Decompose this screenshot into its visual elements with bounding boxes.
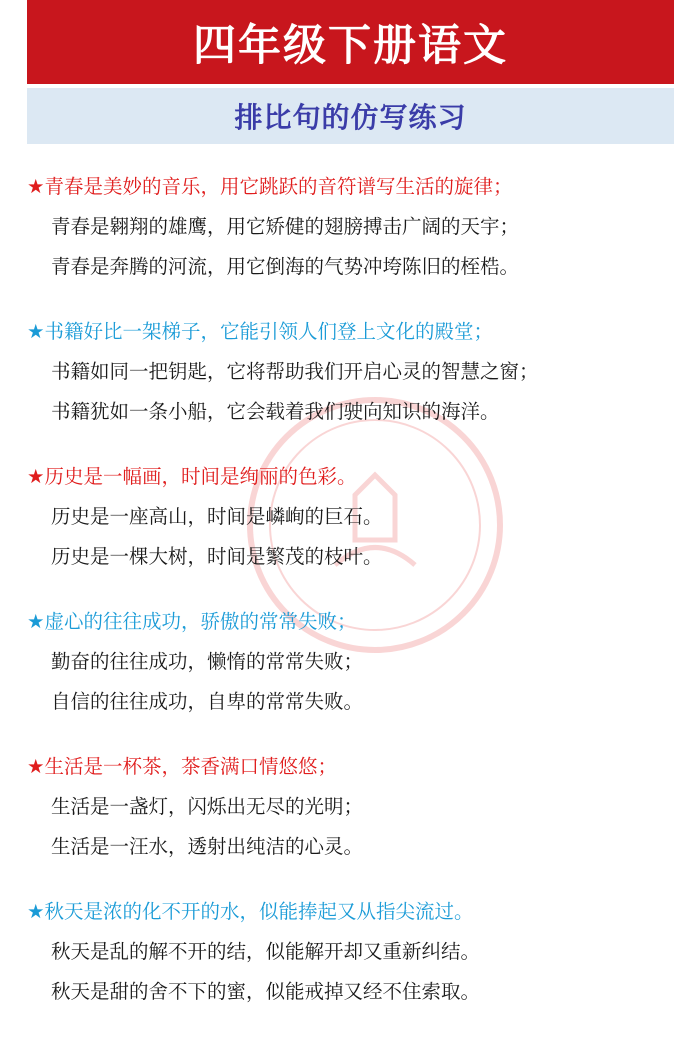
page-title: 四年级下册语文	[193, 20, 508, 71]
imitation-sentence: 历史是一棵大树，时间是繁茂的枝叶。	[51, 545, 383, 568]
exercise-group	[27, 892, 677, 1012]
example-sentence: ★生活是一杯茶，茶香满口情悠悠；	[27, 755, 337, 778]
imitation-sentence: 自信的往往成功，自卑的常常失败。	[51, 690, 364, 713]
imitation-sentence: 青春是翱翔的雄鹰，用它矫健的翅膀搏击广阔的天宇；	[51, 215, 520, 238]
imitation-sentence: 书籍如同一把钥匙，它将帮助我们开启心灵的智慧之窗；	[51, 360, 539, 383]
header-banner	[27, 0, 674, 84]
imitation-sentence: 秋天是乱的解不开的结，似能解开却又重新纠结。	[51, 940, 481, 963]
exercise-group	[27, 747, 677, 867]
imitation-sentence: 生活是一盏灯，闪烁出无尽的光明；	[51, 795, 364, 818]
imitation-sentence: 秋天是甜的舍不下的蜜，似能戒掉又经不住索取。	[51, 980, 481, 1003]
exercise-group	[27, 457, 677, 577]
example-sentence: ★秋天是浓的化不开的水，似能捧起又从指尖流过。	[27, 900, 474, 923]
imitation-sentence: 书籍犹如一条小船，它会载着我们驶向知识的海洋。	[51, 400, 500, 423]
imitation-sentence: 青春是奔腾的河流，用它倒海的气势冲垮陈旧的桎梏。	[51, 255, 520, 278]
exercise-list	[27, 167, 677, 1037]
subtitle-banner	[27, 88, 674, 144]
exercise-group	[27, 602, 677, 722]
example-sentence: ★虚心的往往成功，骄傲的常常失败；	[27, 610, 357, 633]
imitation-sentence: 历史是一座高山，时间是嶙峋的巨石。	[51, 505, 383, 528]
page-subtitle: 排比句的仿写练习	[234, 101, 467, 134]
exercise-group	[27, 312, 677, 432]
imitation-sentence: 勤奋的往往成功，懒惰的常常失败；	[51, 650, 364, 673]
example-sentence: ★书籍好比一架梯子，它能引领人们登上文化的殿堂；	[27, 320, 493, 343]
example-sentence: ★青春是美妙的音乐，用它跳跃的音符谱写生活的旋律；	[27, 175, 513, 198]
imitation-sentence: 生活是一汪水，透射出纯洁的心灵。	[51, 835, 364, 858]
exercise-group	[27, 167, 677, 287]
example-sentence: ★历史是一幅画，时间是绚丽的色彩。	[27, 465, 357, 488]
